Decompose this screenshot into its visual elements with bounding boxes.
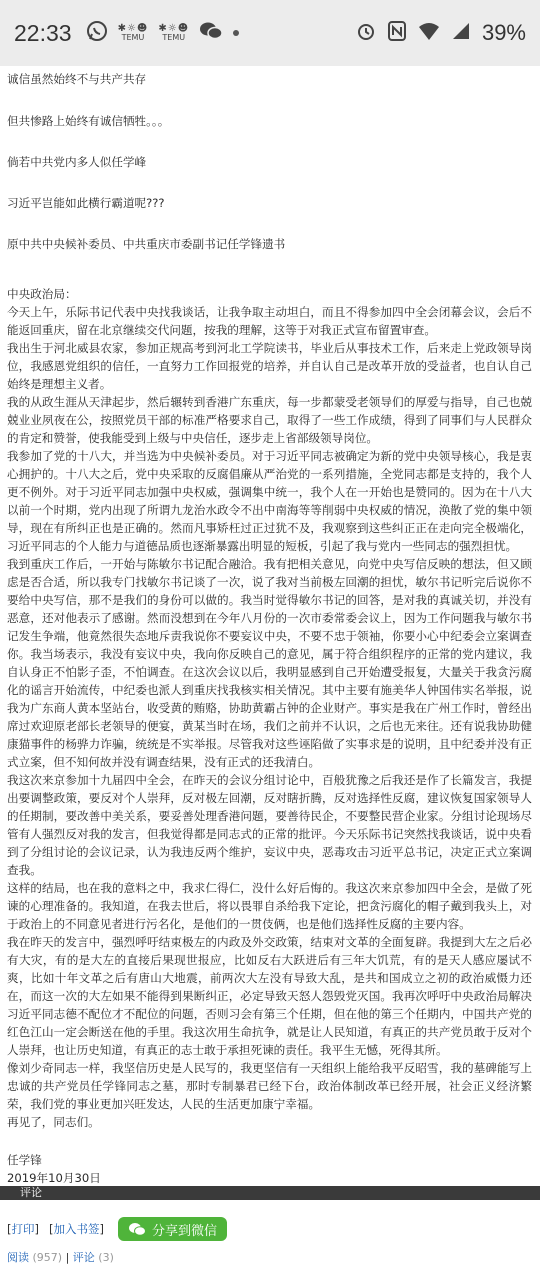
intro-line: 倘若中共党内多人似任学峰 xyxy=(7,155,147,169)
wechat-icon xyxy=(128,1222,146,1236)
wechat-status-icon xyxy=(199,21,223,45)
letter-paragraph: 这样的结局，也在我的意料之中，我求仁得仁，没什么好后悔的。我这次来京参加四中全会，是做了死谏的心理准备的。我知道，在我去世后，将以畏罪自杀给我下定论，把贪污腐化的帽子戴到我头上，对于政治上的不同意见者进行污名化，是他们的一贯伎俩，也是他们选择性反腐的主要内容。 xyxy=(7,881,532,931)
nfc-icon xyxy=(388,21,406,45)
letter-paragraph: 我出生于河北威县农家，参加正规高考到河北工学院读书，毕业后从事技术工作，后来走上党政领导岗位，我感恩党组织的信任，一直努力工作回报党的培养，并自认自己是改革开放的受益者，也自认自己始终是理想主义者。 xyxy=(7,341,532,391)
intro-line: 诚信虽然始终不与共产共存 xyxy=(7,72,147,86)
letter-body xyxy=(7,285,532,1131)
bracket-close: ] xyxy=(99,1222,104,1236)
letter-paragraph: 我到重庆工作后，一开始与陈敏尔书记配合融洽。我有把相关意见，向党中央写信反映的想法，但又顾虑是否合适，所以我专门找敏尔书记谈了一次，说了我对当前极左回潮的担忧，敏尔书记听完后说你不要给中央写信，那不是我们的身份可以做的。我当时觉得敏尔书记的回答，是对我的真诚关切，并没有恶意，还对他表示了感谢。然而没想到在今年八月份的一次市委常委会议上，因为工作问题我与敏尔书记发生争端，他竟然很失态地斥责我说你不要妄议中央，不要不忠于领袖，你要小心中纪委会立案调查你。我当场表示，我没有妄议中央，我向你反映自己的意见，属于符合组织程序的正常的党内建议，我自认身正不怕影子歪，不怕调查。在这次会议以后，我明显感到自己开始遭受报复，大量关于我贪污腐化的谣言开始流传，中纪委也派人到重庆找我核实相关情况。其中主要有施美华人钟国伟实名举报，说我为广东商人黄本坚站台，收受黄的贿赂，协助黄霸占钟的企业财产。事实是我在广州工作时，曾经出席过欢迎原老部长老领导的便宴，黄某当时在场，我们之前并不认识，之后也无来往。还有说我协助健康猫事件的杨骅力诈骗，统统是不实举报。尽管我对这些诬陷做了实事求是的说明，且中纪委并没有正式立案，但不知何故并没有调查结果，没有正式的还我清白。 xyxy=(7,557,532,769)
letter-paragraph: 今天上午，乐际书记代表中央找我谈话，让我争取主动坦白，而且不得参加四中全会闭幕会议，会后不能返回重庆，留在北京继续交代问题，按我的理解，这等于对我正式宣布留置审查。 xyxy=(7,305,532,337)
temu-label-2: TEMU xyxy=(162,33,186,42)
letter-salutation: 中央政治局： xyxy=(7,287,77,301)
comments-link[interactable]: 评论 xyxy=(72,1251,95,1264)
comments-section-label: 评论 xyxy=(20,1186,42,1199)
article-content xyxy=(0,66,540,1264)
bracket-open: [ xyxy=(7,1222,12,1236)
reads-link[interactable]: 阅读 xyxy=(7,1251,29,1264)
more-notifications-dot xyxy=(233,30,239,36)
letter-paragraph: 我这次来京参加十九届四中全会，在昨天的会议分组讨论中，百般犹豫之后我还是作了长篇发言，我提出要调整政策，要反对个人崇拜，反对极左回潮，反对瞎折腾，反对选择性反腐，建议恢复国家领导人的任期制，要改善中美关系，要妥善处理香港问题，要善待民企，不要整民营企业家。分组讨论现场尽管有人强烈反对我的发言，但我觉得都是同志式的正常的批评。今天乐际书记突然找我谈话，说中央看到了分组讨论的会议记录，认为我违反两个维护，妄议中央，恶毒攻击习近平总书记，决定正式立案调查我。 xyxy=(7,773,532,877)
letter-paragraph: 我参加了党的十八大，并当选为中央候补委员。对于习近平同志被确定为新的党中央领导核心，我是衷心拥护的。十八大之后，党中央采取的反腐倡廉从严治党的一系列措施，全党同志都是支持的，我个人更不例外。对于习近平同志加强中央权威，强调集中统一，我个人在一开始也是赞同的。因为在十八大以前一个时期，党内出现了所谓九龙治水政令不出中南海等等削弱中央权威的情况，涣散了党的集中领导，现在有所纠正也是正确的。然而凡事矫枉过正过犹不及，我观察到这些纠正正在走向完全极端化，习近平同志的个人能力与道德品质也逐渐暴露出明显的短板，引起了我与党内一些同志的强烈担忧。 xyxy=(7,449,532,553)
signal-icon xyxy=(452,21,470,45)
share-wechat-button[interactable] xyxy=(118,1217,227,1241)
intro-line: 但共惨路上始终有诚信牺牲。。。 xyxy=(7,114,170,128)
meta-separator: | xyxy=(65,1251,73,1264)
alarm-icon xyxy=(356,21,376,45)
letter-paragraph: 像刘少奇同志一样，我坚信历史是人民写的，我更坚信有一天组织上能给我平反昭雪，我的墓碑能写上忠诚的共产党员任学锋同志之墓，那时专制暴君已经下台，政治体制改革已经开展，社会正义经济繁荣，我们党的事业更加兴旺发达，人民的生活更加康宁幸福。 xyxy=(7,1061,532,1111)
battery-percent: 39% xyxy=(481,20,526,45)
intro-line: 习近平岂能如此横行霸道呢??? xyxy=(7,196,165,210)
notification-icons xyxy=(86,20,240,46)
status-time: 22:33 xyxy=(14,19,72,46)
print-link[interactable]: 打印 xyxy=(11,1222,35,1236)
comments-count: (3) xyxy=(98,1251,114,1264)
temu-icon: ✱☼☻ TEMU xyxy=(117,23,149,42)
temu-label: TEMU xyxy=(121,33,145,42)
signature-block xyxy=(7,1151,532,1187)
wifi-icon xyxy=(418,21,440,45)
letter-date: 2019年10月30日 xyxy=(7,1171,101,1185)
bookmark-link[interactable]: 加入书签 xyxy=(53,1222,100,1236)
comments-section-bar xyxy=(0,1186,540,1200)
status-bar xyxy=(0,0,540,66)
letter-closing: 再见了，同志们。 xyxy=(7,1115,100,1129)
whatsapp-icon xyxy=(86,20,108,46)
share-wechat-label: 分享到微信 xyxy=(152,1223,218,1239)
intro xyxy=(7,70,532,253)
letter-paragraph: 我在昨天的发言中，强烈呼吁结束极左的内政及外交政策，结束对文革的全面复辟。我提到大左之后必有大灾，有的是大左的直接后果现世报应，比如反右大跃进后有三年大饥荒，有的是天人感应屡试不爽，比如十年文革之后有唐山大地震，前两次大左没有导致大乱，是共和国成立之初的政治威慑力还在，而这一次的大左如果不能得到果断纠正，必定导致天怒人怨毁党灭国。我再次呼吁中央政治局解决习近平同志德不配位才不配位的问题，否则习会有第三个任期，但在他的第三个任期内，中国共产党的红色江山一定会断送在他的手里。我这次用生命抗争，就是让人民知道，有真正的共产党员敢于反对个人崇拜，也让历史知道，有真正的志士敢于承担死谏的责任。我平生无憾，死得其所。 xyxy=(7,935,532,1057)
bracket-open: [ xyxy=(49,1222,54,1236)
article-meta xyxy=(7,1249,532,1265)
bracket-close: ] xyxy=(34,1222,39,1236)
letter-paragraph: 我的从政生涯从天津起步，然后辗转到香港广东重庆，每一步都蒙受老领导们的厚爱与指导，自己也兢兢业业夙夜在公，按照党员干部的标准严格要求自己，取得了一些工作成绩，得到了同事们与人民群众的肯定和赞誉，使我能受到上级与中央信任，逐步走上省部级领导岗位。 xyxy=(7,395,532,445)
temu-icon-2: ✱☼☻ TEMU xyxy=(158,23,190,42)
reads-count: (957) xyxy=(32,1251,63,1264)
article-actions xyxy=(7,1217,532,1241)
system-icons xyxy=(356,20,526,46)
article-subtitle: 原中共中央候补委员、中共重庆市委副书记任学锋遗书 xyxy=(7,237,286,251)
signature: 任学锋 xyxy=(7,1153,42,1167)
